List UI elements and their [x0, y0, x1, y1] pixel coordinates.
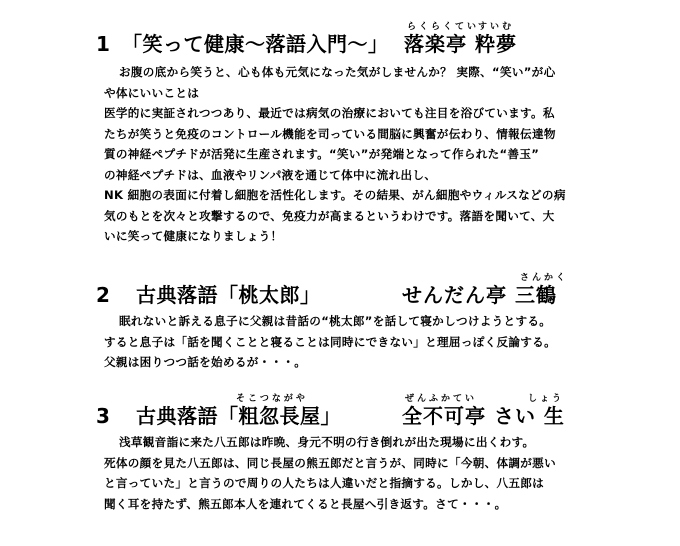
section-1-number: 1: [96, 32, 111, 56]
section-1-heading: [96, 32, 389, 56]
section-1-title: 「笑って健康～落語入門～」: [122, 32, 389, 56]
body-line: 質の神経ペプチドが活発に生産されます。“笑い”が発端となって作られた“善玉”: [104, 147, 540, 161]
body-line: 気のもとを次々と攻撃するので、免疫力が高まるというわけです。落語を聞いて、大: [104, 208, 555, 223]
body-line: 父親は困りつつ話を始めるが・・・。: [104, 355, 307, 369]
body-line: と言っていた」と言うので周りの人たちは人違いだと指摘する。しかし、八五郎は: [104, 476, 545, 490]
section-3-number: 3: [96, 404, 111, 428]
body-line: 医学的に実証されつつあり、最近では病気の治療においても注目を浴びています。私: [104, 106, 555, 120]
section-2-performer-ruby-1: さんかく: [520, 273, 569, 283]
section-2-number: 2: [96, 283, 111, 307]
body-line: や体にいいことは: [104, 85, 200, 100]
section-2-heading: [96, 283, 321, 307]
body-line: 浅草観音詣に来た八五郎は昨晩、身元不明の行き倒れが出た現場に出くわす。: [119, 435, 535, 449]
section-1-performer: 落楽亭 粋夢: [404, 32, 517, 56]
section-2-title: 古典落語「桃太郎」: [136, 283, 321, 307]
section-3-heading: [96, 404, 341, 428]
section-2-body: [104, 311, 624, 373]
body-line: NK 細胞の表面に付着し細胞を活性化します。その結果、がん細胞やウィルスなどの病: [104, 188, 566, 202]
section-3-performer-ruby-2: しょう: [528, 394, 565, 404]
body-line: いに笑って健康になりましょう！: [104, 229, 283, 243]
section-3-title: 古典落語「粗忽長屋」: [136, 404, 341, 428]
body-line: すると息子は「話を聞くことと寝ることは同時にできない」と理屈っぽく反論する。: [104, 334, 556, 349]
section-3-performer-ruby-1: ぜんふかてい: [405, 394, 478, 404]
section-3-body: [104, 432, 624, 514]
section-1-performer-ruby-1: らくらくてい: [407, 22, 480, 32]
body-line: 死体の顔を見た八五郎は、同じ長屋の熊五郎だと言うが、同時に「今朝、体調が悪い: [104, 455, 556, 470]
body-line: 聞く耳を持たず、熊五郎本人を連れてくると長屋へ引き返す。さて・・・。: [104, 496, 507, 511]
section-1-performer-ruby-2: すいむ: [478, 22, 515, 32]
section-3-performer: 全不可亭 さい 生: [402, 404, 565, 428]
body-line: お腹の底から笑うと、心も体も元気になった気がしませんか？ 実際、“笑い”が心: [119, 65, 556, 79]
section-1-body: [104, 62, 624, 247]
section-3-title-ruby: そこつながや: [236, 394, 308, 404]
body-line: 眠れないと訴える息子に父親は昔話の“桃太郎”を話して寝かしつけようとする。: [119, 314, 552, 328]
section-2-performer: せんだん亭 三鶴: [402, 283, 557, 307]
body-line: たちが笑うと免疫のコントロール機能を司っている間脳に興奮が伝わり、情報伝達物: [104, 126, 556, 141]
body-line: の神経ペプチドは、血液やリンパ液を通じて体中に流れ出し、: [104, 167, 437, 182]
